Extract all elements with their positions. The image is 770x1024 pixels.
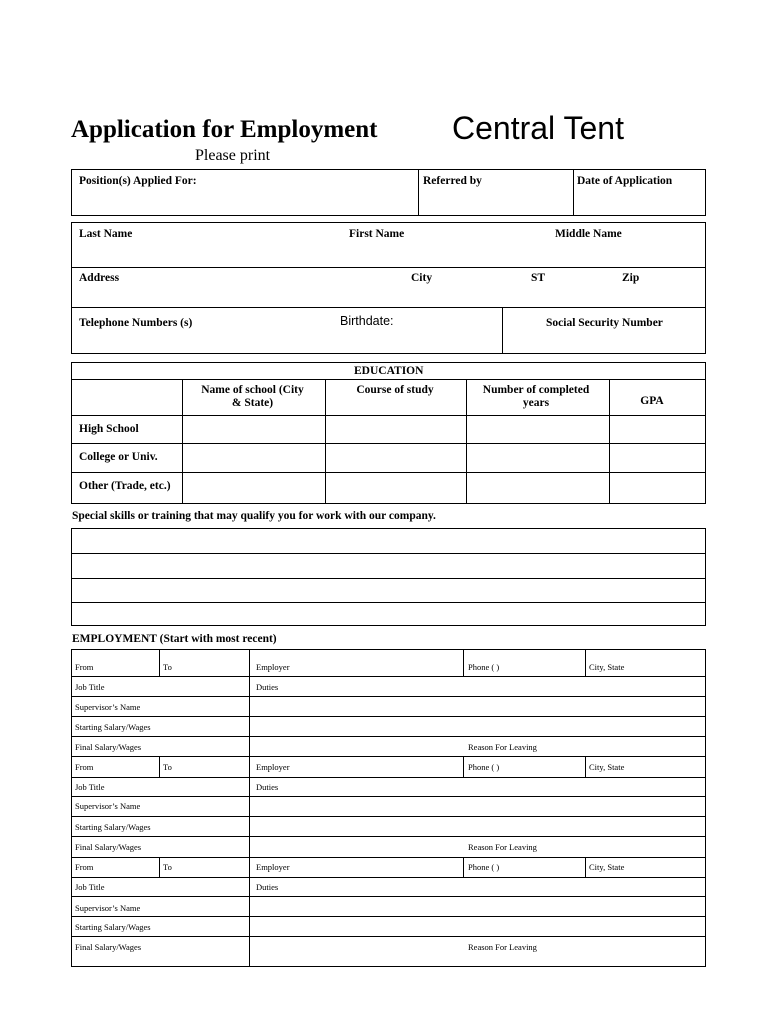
divider [585,649,586,676]
divider [159,857,160,877]
col-course-header: Course of study [356,384,434,396]
divider [463,649,464,676]
from-field[interactable]: From [75,862,94,872]
divider [71,836,706,837]
divider [159,756,160,777]
divider [71,896,706,897]
employer-field[interactable]: Employer [256,762,290,772]
job-title-field[interactable]: Job Title [75,682,105,692]
divider [71,443,706,444]
zip-field[interactable]: Zip [622,272,640,284]
state-field[interactable]: ST [531,272,546,284]
city-state-field[interactable]: City, State [589,662,625,672]
divider [71,816,706,817]
to-field[interactable]: To [163,662,172,672]
to-field[interactable]: To [163,862,172,872]
col-gpa-header: GPA [640,395,664,407]
employment-heading: EMPLOYMENT (Start with most recent) [72,633,277,645]
divider [71,796,706,797]
positions-field[interactable]: Position(s) Applied For: [79,175,197,187]
middle-name-field[interactable]: Middle Name [555,228,622,240]
divider [71,379,706,380]
from-field[interactable]: From [75,762,94,772]
divider [71,415,706,416]
duties-field[interactable]: Duties [256,782,279,792]
final-salary-field[interactable]: Final Salary/Wages [75,942,142,952]
duties-field[interactable]: Duties [256,882,279,892]
education-heading: EDUCATION [354,365,424,377]
to-field[interactable]: To [163,762,172,772]
edu-row-label: College or Univ. [79,451,158,463]
divider [159,649,160,676]
divider [71,777,706,778]
skills-label: Special skills or training that may qualify you for work with our company. [72,510,436,522]
edu-row-label: Other (Trade, etc.) [79,480,171,492]
divider [71,307,706,308]
divider [71,696,706,697]
divider [71,936,706,937]
employer-field[interactable]: Employer [256,662,290,672]
city-state-field[interactable]: City, State [589,862,625,872]
divider [325,379,326,504]
last-name-field[interactable]: Last Name [79,228,133,240]
divider [71,877,706,878]
form-subtitle: Please print [195,147,271,164]
birthdate-field[interactable]: Birthdate: [340,314,394,328]
final-salary-field[interactable]: Final Salary/Wages [75,842,142,852]
divider [573,169,574,216]
job-title-field[interactable]: Job Title [75,882,105,892]
final-salary-field[interactable]: Final Salary/Wages [75,742,142,752]
divider [418,169,419,216]
divider [71,736,706,737]
company-name: Central Tent [452,110,624,146]
starting-salary-field[interactable]: Starting Salary/Wages [75,922,151,932]
divider [466,379,467,504]
phone-field[interactable]: Phone ( ) [468,762,500,772]
duties-field[interactable]: Duties [256,682,279,692]
phone-field[interactable]: Phone ( ) [468,862,500,872]
divider [71,916,706,917]
divider [71,716,706,717]
starting-salary-field[interactable]: Starting Salary/Wages [75,722,151,732]
divider [502,307,503,354]
job-title-field[interactable]: Job Title [75,782,105,792]
reason-field[interactable]: Reason For Leaving [468,942,537,952]
employer-field[interactable]: Employer [256,862,290,872]
reason-field[interactable]: Reason For Leaving [468,742,537,752]
personal-box [71,222,706,354]
first-name-field[interactable]: First Name [349,228,405,240]
ssn-field[interactable]: Social Security Number [546,317,663,329]
from-field[interactable]: From [75,662,94,672]
divider [71,756,706,757]
divider [71,676,706,677]
divider [463,756,464,777]
divider [585,756,586,777]
col-school-header: Name of school (City & State) [201,384,304,409]
form-title: Application for Employment [71,116,378,143]
skills-box[interactable] [71,528,706,626]
divider [71,267,706,268]
city-field[interactable]: City [411,272,433,284]
referred-field[interactable]: Referred by [423,175,482,187]
divider [71,578,706,579]
supervisor-field[interactable]: Supervisor’s Name [75,702,141,712]
supervisor-field[interactable]: Supervisor’s Name [75,903,141,913]
supervisor-field[interactable]: Supervisor’s Name [75,801,141,811]
edu-row-label: High School [79,423,139,435]
address-field[interactable]: Address [79,272,120,284]
city-state-field[interactable]: City, State [589,762,625,772]
divider [463,857,464,877]
divider [182,379,183,504]
divider [585,857,586,877]
divider [71,472,706,473]
date-field[interactable]: Date of Application [577,175,673,187]
telephone-field[interactable]: Telephone Numbers (s) [79,317,193,329]
starting-salary-field[interactable]: Starting Salary/Wages [75,822,151,832]
divider [71,602,706,603]
reason-field[interactable]: Reason For Leaving [468,842,537,852]
col-years-header: Number of completed years [482,384,590,409]
divider [71,553,706,554]
divider [71,857,706,858]
divider [249,649,250,967]
phone-field[interactable]: Phone ( ) [468,662,500,672]
